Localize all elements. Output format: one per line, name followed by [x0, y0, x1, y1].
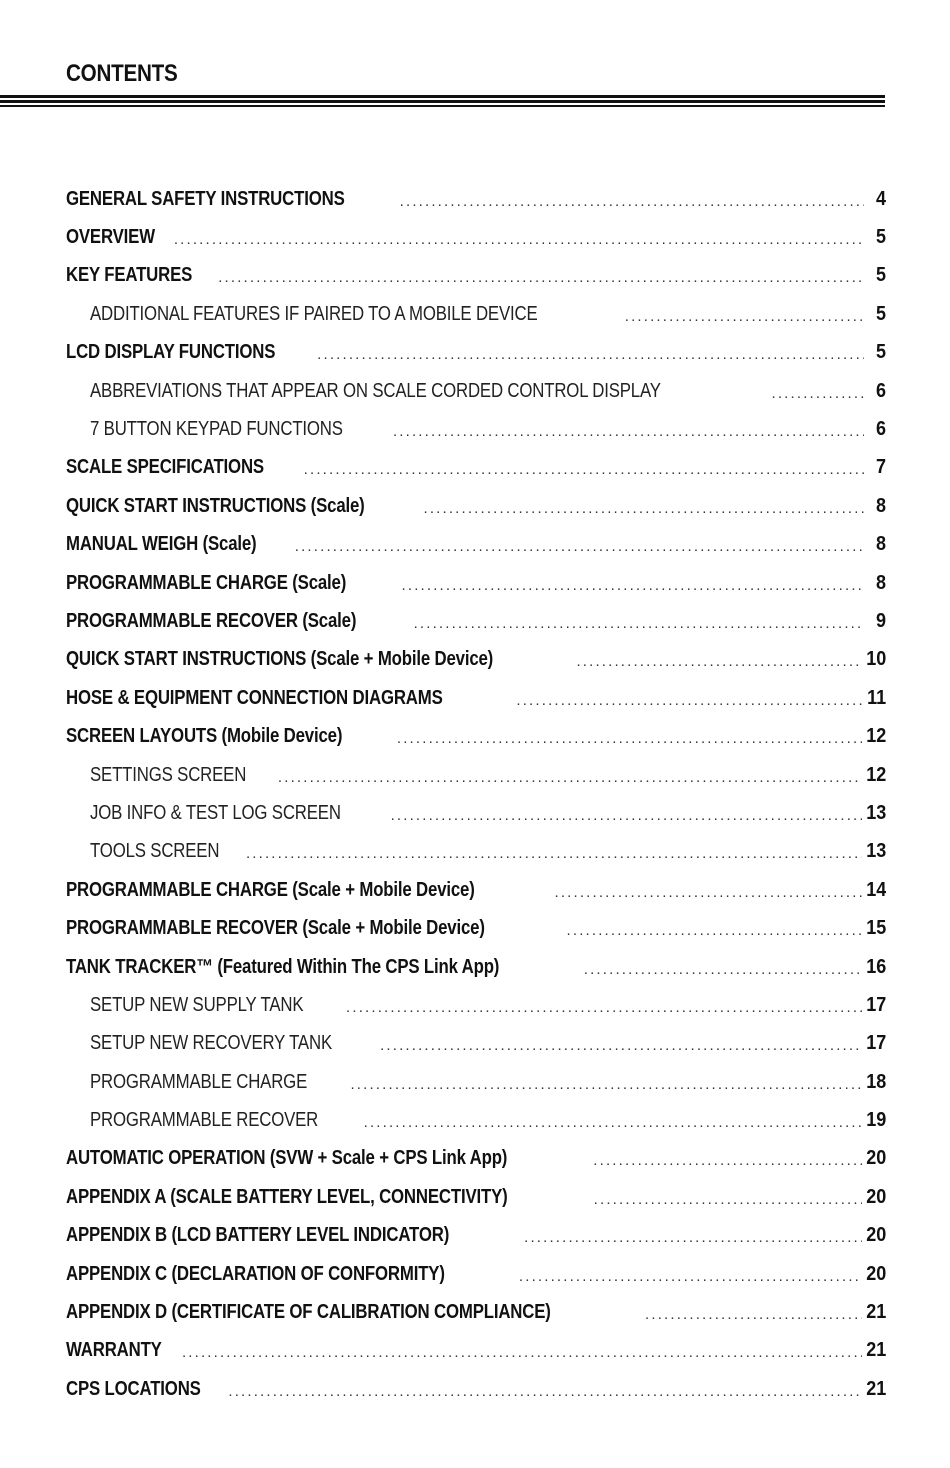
- toc-entry-title: MANUAL WEIGH (Scale): [66, 533, 257, 556]
- dot-leader: [519, 1269, 862, 1284]
- toc-entry-title: SCALE SPECIFICATIONS: [66, 456, 264, 479]
- toc-entry-page-number: 16: [865, 955, 886, 978]
- toc-entry[interactable]: [66, 679, 886, 717]
- toc-entry[interactable]: [66, 410, 886, 448]
- toc-entry-title: 7 BUTTON KEYPAD FUNCTIONS: [90, 418, 343, 441]
- toc-entry-title: PROGRAMMABLE RECOVER: [90, 1109, 319, 1132]
- dot-leader: [397, 731, 862, 746]
- toc-entry-page-number: 13: [865, 801, 886, 824]
- toc-entry[interactable]: [66, 449, 886, 487]
- dot-leader: [400, 194, 864, 209]
- toc-entry[interactable]: [66, 1332, 886, 1370]
- toc-entry[interactable]: [66, 372, 886, 410]
- toc-entry-page-number: 20: [865, 1224, 886, 1247]
- toc-entry-title: TOOLS SCREEN: [90, 840, 220, 863]
- toc-entry[interactable]: [66, 218, 886, 256]
- dot-leader: [295, 539, 864, 554]
- toc-entry[interactable]: [66, 1140, 886, 1178]
- toc-entry-page-number: 17: [865, 1032, 886, 1055]
- toc-entry[interactable]: [66, 986, 886, 1024]
- toc-entry-title: CPS LOCATIONS: [66, 1377, 201, 1400]
- dot-leader: [346, 1000, 862, 1015]
- toc-entry-title: PROGRAMMABLE CHARGE (Scale): [66, 571, 347, 594]
- toc-entry-page-number: 5: [875, 264, 886, 287]
- dot-leader: [350, 1077, 861, 1092]
- toc-entry-page-number: 21: [865, 1339, 886, 1362]
- toc-entry-title: GENERAL SAFETY INSTRUCTIONS: [66, 187, 345, 210]
- toc-entry-title: SCREEN LAYOUTS (Mobile Device): [66, 725, 343, 748]
- dot-leader: [228, 1384, 861, 1399]
- toc-entry-title: QUICK START INSTRUCTIONS (Scale + Mobile Device): [66, 648, 494, 671]
- toc-entry-page-number: 11: [866, 686, 886, 709]
- dot-leader: [516, 693, 862, 708]
- toc-entry-title: APPENDIX D (CERTIFICATE OF CALIBRATION COMPLIANCE): [66, 1301, 551, 1324]
- dot-leader: [402, 578, 864, 593]
- toc-entry-page-number: 5: [875, 226, 886, 249]
- dot-leader: [645, 1307, 862, 1322]
- toc-entry-title: SETUP NEW SUPPLY TANK: [90, 993, 304, 1016]
- toc-entry-page-number: 12: [865, 725, 886, 748]
- toc-entry[interactable]: [66, 334, 886, 372]
- toc-entry-page-number: 19: [865, 1109, 886, 1132]
- dot-leader: [218, 270, 864, 285]
- toc-entry-page-number: 12: [865, 763, 886, 786]
- dot-leader: [567, 923, 862, 938]
- toc-entry[interactable]: [66, 1101, 886, 1139]
- toc-entry[interactable]: [66, 295, 886, 333]
- toc-entry[interactable]: [66, 1178, 886, 1216]
- toc-entry-page-number: 20: [865, 1262, 886, 1285]
- toc-entry-page-number: 21: [865, 1301, 886, 1324]
- dot-leader: [576, 654, 861, 669]
- toc-entry-title: AUTOMATIC OPERATION (SVW + Scale + CPS Link App): [66, 1147, 508, 1170]
- toc-entry-title: TANK TRACKER™ (Featured Within The CPS Link App): [66, 955, 500, 978]
- toc-entry[interactable]: [66, 794, 886, 832]
- dot-leader: [364, 1115, 862, 1130]
- toc-entry-title: ABBREVIATIONS THAT APPEAR ON SCALE CORDED CONTROL DISPLAY: [90, 379, 661, 402]
- toc-entry[interactable]: [66, 871, 886, 909]
- heading-rule-middle: [0, 100, 885, 103]
- toc-entry[interactable]: [66, 1293, 886, 1331]
- toc-entry-page-number: 8: [875, 571, 886, 594]
- dot-leader: [278, 770, 862, 785]
- dot-leader: [393, 424, 864, 439]
- dot-leader: [174, 232, 864, 247]
- dot-leader: [584, 962, 862, 977]
- toc-entry-page-number: 13: [865, 840, 886, 863]
- toc-entry-title: HOSE & EQUIPMENT CONNECTION DIAGRAMS: [66, 686, 443, 709]
- toc-entry[interactable]: [66, 1063, 886, 1101]
- toc-entry-page-number: 8: [875, 494, 886, 517]
- toc-entry-page-number: 21: [865, 1377, 886, 1400]
- dot-leader: [594, 1192, 862, 1207]
- toc-entry-title: ADDITIONAL FEATURES IF PAIRED TO A MOBILE DEVICE: [90, 302, 538, 325]
- toc-entry-page-number: 9: [875, 609, 886, 632]
- dot-leader: [304, 462, 864, 477]
- toc-entry[interactable]: [66, 948, 886, 986]
- dot-leader: [414, 616, 864, 631]
- page-title: CONTENTS: [66, 60, 178, 87]
- dot-leader: [246, 846, 862, 861]
- toc-entry-title: PROGRAMMABLE CHARGE (Scale + Mobile Device): [66, 878, 475, 901]
- toc-entry-page-number: 5: [875, 341, 886, 364]
- toc-entry-title: WARRANTY: [66, 1339, 162, 1362]
- table-of-contents: [66, 180, 886, 1409]
- toc-entry-page-number: 15: [865, 917, 886, 940]
- toc-entry-page-number: 4: [875, 187, 886, 210]
- toc-entry-title: PROGRAMMABLE CHARGE: [90, 1070, 308, 1093]
- toc-entry-title: QUICK START INSTRUCTIONS (Scale): [66, 494, 365, 517]
- toc-entry-title: SETTINGS SCREEN: [90, 763, 247, 786]
- toc-entry-page-number: 7: [875, 456, 886, 479]
- dot-leader: [555, 885, 862, 900]
- toc-entry-page-number: 14: [865, 878, 886, 901]
- toc-entry[interactable]: [66, 641, 886, 679]
- toc-entry-page-number: 6: [875, 418, 886, 441]
- toc-entry[interactable]: [66, 487, 886, 525]
- toc-entry[interactable]: [66, 1370, 886, 1408]
- toc-entry[interactable]: [66, 1217, 886, 1255]
- toc-entry-page-number: 6: [875, 379, 886, 402]
- toc-entry-page-number: 8: [875, 533, 886, 556]
- heading-rule-bottom: [0, 105, 885, 107]
- toc-entry-title: PROGRAMMABLE RECOVER (Scale): [66, 609, 357, 632]
- dot-leader: [625, 309, 864, 324]
- toc-entry[interactable]: [66, 526, 886, 564]
- toc-entry[interactable]: [66, 833, 886, 871]
- toc-entry[interactable]: [66, 564, 886, 602]
- toc-entry[interactable]: [66, 1025, 886, 1063]
- toc-entry[interactable]: [66, 257, 886, 295]
- toc-entry-page-number: 5: [875, 302, 886, 325]
- dot-leader: [317, 347, 864, 362]
- dot-leader: [182, 1345, 862, 1360]
- dot-leader: [524, 1230, 862, 1245]
- toc-entry[interactable]: [66, 602, 886, 640]
- toc-entry[interactable]: [66, 756, 886, 794]
- toc-entry-title: APPENDIX C (DECLARATION OF CONFORMITY): [66, 1262, 445, 1285]
- toc-entry-title: APPENDIX B (LCD BATTERY LEVEL INDICATOR): [66, 1224, 450, 1247]
- dot-leader: [391, 808, 862, 823]
- heading-rule-top: [0, 95, 885, 98]
- toc-entry-title: SETUP NEW RECOVERY TANK: [90, 1032, 332, 1055]
- toc-entry-title: KEY FEATURES: [66, 264, 193, 287]
- toc-entry[interactable]: [66, 1255, 886, 1293]
- toc-entry-title: APPENDIX A (SCALE BATTERY LEVEL, CONNECTIVITY): [66, 1185, 508, 1208]
- toc-entry-page-number: 20: [865, 1147, 886, 1170]
- dot-leader: [423, 501, 864, 516]
- toc-entry[interactable]: [66, 180, 886, 218]
- toc-entry-page-number: 17: [865, 993, 886, 1016]
- toc-entry[interactable]: [66, 909, 886, 947]
- toc-entry-title: JOB INFO & TEST LOG SCREEN: [90, 801, 341, 824]
- dot-leader: [772, 386, 864, 401]
- toc-entry-title: OVERVIEW: [66, 226, 155, 249]
- dot-leader: [593, 1153, 861, 1168]
- toc-entry[interactable]: [66, 717, 886, 755]
- toc-entry-title: LCD DISPLAY FUNCTIONS: [66, 341, 276, 364]
- dot-leader: [380, 1038, 862, 1053]
- toc-entry-page-number: 10: [865, 648, 886, 671]
- toc-entry-page-number: 18: [865, 1070, 886, 1093]
- toc-entry-page-number: 20: [865, 1185, 886, 1208]
- toc-entry-title: PROGRAMMABLE RECOVER (Scale + Mobile Device): [66, 917, 485, 940]
